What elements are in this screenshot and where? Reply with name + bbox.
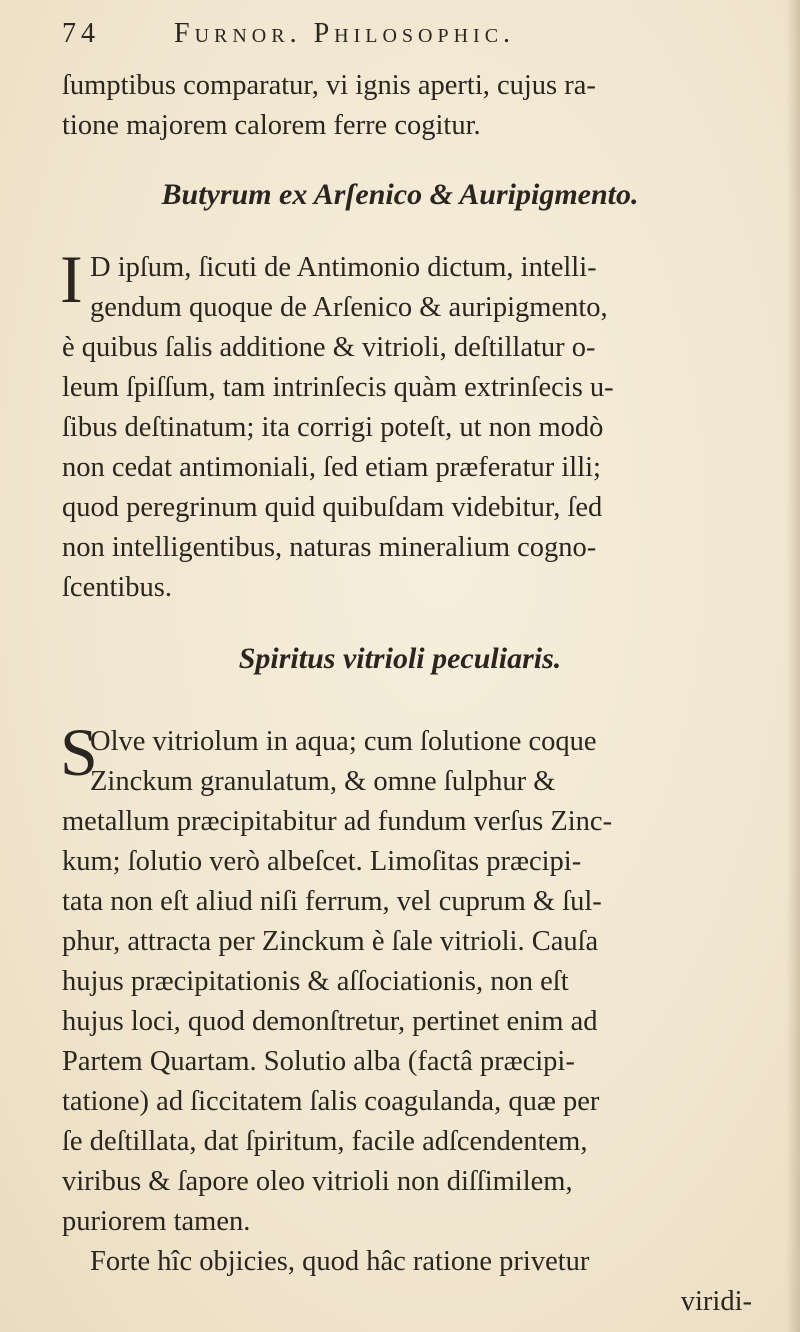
text-line: Forte hîc objicies, quod hâc ratione privetur xyxy=(90,1246,590,1277)
text-line: hujus loci, quod demonſtretur, pertinet enim ad xyxy=(62,1006,598,1037)
section2-paragraph xyxy=(62,722,752,1322)
text-line: Zinckum granulatum, & omne ſulphur & xyxy=(90,766,556,797)
text-line: ſumptibus comparatur, vi ignis aperti, cujus ra- xyxy=(62,70,596,101)
text-line: tione majorem calorem ferre cogitur. xyxy=(62,110,481,141)
text-line: leum ſpiſſum, tam intrinſecis quàm extrinſecis u- xyxy=(62,372,614,403)
text-line: ſe deſtillata, dat ſpiritum, facile adſcendentem, xyxy=(62,1126,588,1157)
text-line: quod peregrinum quid quibuſdam videbitur, ſed xyxy=(62,492,603,523)
page-number: 74 xyxy=(62,18,100,49)
text-line: Partem Quartam. Solutio alba (factâ præcipi- xyxy=(62,1046,575,1077)
text-line: gendum quoque de Arſenico & auripigmento, xyxy=(90,292,608,323)
text-line: puriorem tamen. xyxy=(62,1206,251,1237)
text-line: non intelligentibus, naturas mineralium cogno- xyxy=(62,532,597,563)
text-line: è quibus ſalis additione & vitrioli, deſtillatur o- xyxy=(62,332,596,363)
section-heading-spiritus: Spiritus vitrioli peculiaris. xyxy=(238,642,562,675)
section-heading-butyrum: Butyrum ex Arſenico & Auripigmento. xyxy=(161,178,639,211)
text-line: hujus præcipitationis & aſſociationis, non eſt xyxy=(62,966,569,997)
text-line: ſibus deſtinatum; ita corrigi poteſt, ut non modò xyxy=(62,412,604,443)
text-line: D ipſum, ſicuti de Antimonio dictum, intelli- xyxy=(90,252,597,283)
text-line: kum; ſolutio verò albeſcet. Limoſitas præcipi- xyxy=(62,846,582,877)
text-line: non cedat antimoniali, ſed etiam præferatur illi; xyxy=(62,452,601,483)
running-title: Furnor. Philosophic. xyxy=(174,18,516,49)
text-line: phur, attracta per Zinckum è ſale vitrioli. Cauſa xyxy=(62,926,599,957)
text-line: Olve vitriolum in aqua; cum ſolutione coque xyxy=(90,726,597,757)
catchword: viridi- xyxy=(680,1286,752,1317)
text-line: tata non eſt aliud niſi ferrum, vel cuprum & ſul- xyxy=(62,886,602,917)
intro-paragraph xyxy=(62,66,752,146)
drop-cap-I: I xyxy=(60,241,83,317)
section1-paragraph xyxy=(62,248,752,608)
text-line: tatione) ad ſiccitatem ſalis coagulanda, quæ per xyxy=(62,1086,600,1117)
text-line: ſcentibus. xyxy=(62,572,173,603)
text-line: viribus & ſapore oleo vitrioli non diſſimilem, xyxy=(62,1166,573,1197)
page-header xyxy=(62,18,742,58)
drop-cap-S: S xyxy=(60,714,98,790)
text-line: metallum præcipitabitur ad fundum verſus Zinc- xyxy=(62,806,613,837)
